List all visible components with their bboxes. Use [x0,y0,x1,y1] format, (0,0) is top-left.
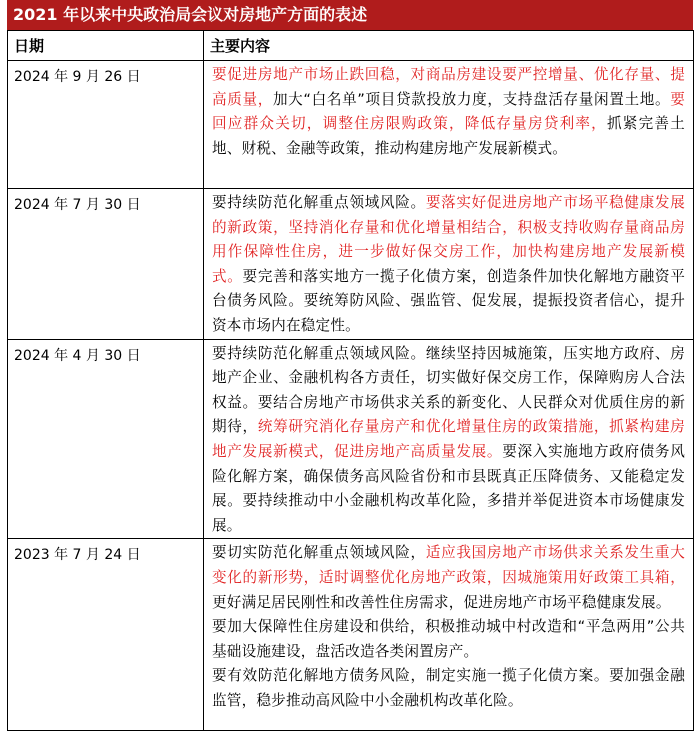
content-paragraph [212,541,685,615]
text-segment: 更好满足居民刚性和改善性住房需求，促进房地产市场平稳健康发展。 [212,593,671,611]
table-title: 2021 年以来中央政治局会议对房地产方面的表述 [7,0,693,30]
table-row [8,339,694,539]
row-date: 2024 年 4 月 30 日 [8,339,204,539]
row-date: 2023 年 7 月 24 日 [8,539,204,731]
row-content [204,339,694,539]
text-segment: 要切实防范化解重点领域风险， [212,544,426,562]
policy-table [7,30,694,731]
policy-document [7,0,693,731]
text-segment: 要回应群众关切，调整住房限购政策，降低存量房贷利率， [212,90,685,133]
row-date: 2024 年 9 月 26 日 [8,61,204,189]
text-segment: 加大“白名单”项目贷款投放力度，支持盘活存量闲置土地。 [272,90,671,108]
content-paragraph [212,615,685,664]
text-segment: 要完善和落实地方一揽子化债方案，创造条件加快化解地方融资平台债务风险。要统筹防风险、强监管、促发展，提振投资者信心，提升资本市场内在稳定性。 [212,267,685,334]
header-content: 主要内容 [204,31,694,61]
text-segment: 抓紧完善土地、财税、金融等政策，推动构建房地产发展新模式。 [212,115,685,157]
row-date: 2024 年 7 月 30 日 [8,189,204,340]
table-row [8,539,694,731]
text-segment: 要持续防范化解重点领域风险。继续坚持因城施策，压实地方政府、房地产企业、金融机构各方责任，切实做好保交房工作，保障购房人合法权益。要结合房地产市场供求关系的新变化、人民群众对优质住房的新期待， [212,344,685,436]
text-segment: 要持续防范化解重点领域风险。 [212,194,426,211]
row-content [204,61,694,189]
table-header-row [8,31,694,61]
content-paragraph [212,664,685,713]
text-segment: 要深入实施地方政府债务风险化解方案，确保债务高风险省份和市县既真正压降债务、又能稳定发展。要持续推动中小金融机构改革化险，多措并举促进资本市场健康发展。 [212,442,685,534]
text-segment: 统筹研究消化存量房产和优化增量住房的政策措施，抓紧构建房地产发展新模式，促进房地产高质量发展。 [212,418,685,460]
text-segment: 要加大保障性住房建设和供给，积极推动城中村改造和“平急两用”公共基础设施建设，盘活改造各类闲置房产。 [212,618,685,660]
content-paragraph [212,63,685,161]
header-date: 日期 [8,31,204,61]
text-segment: 适应我国房地产市场供求关系发生重大变化的新形势，适时调整优化房地产政策，因城施策用好政策工具箱， [212,544,685,586]
table-row [8,189,694,340]
text-segment: 要有效防范化解地方债务风险，制定实施一揽子化债方案。要加强金融监管，稳步推动高风险中小金融机构改革化险。 [212,667,685,709]
row-content [204,189,694,340]
table-row [8,61,694,189]
content-paragraph [212,191,685,339]
text-segment: 要落实好促进房地产市场平稳健康发展的新政策，坚持消化存量和优化增量相结合，积极支持收购存量商品房用作保障性住房，进一步做好保交房工作，加快构建房地产发展新模式。 [212,194,685,285]
text-segment: 要促进房地产市场止跌回稳，对商品房建设要严控增量、优化存量、提高质量， [212,66,685,108]
content-paragraph [212,342,685,539]
row-content [204,539,694,731]
